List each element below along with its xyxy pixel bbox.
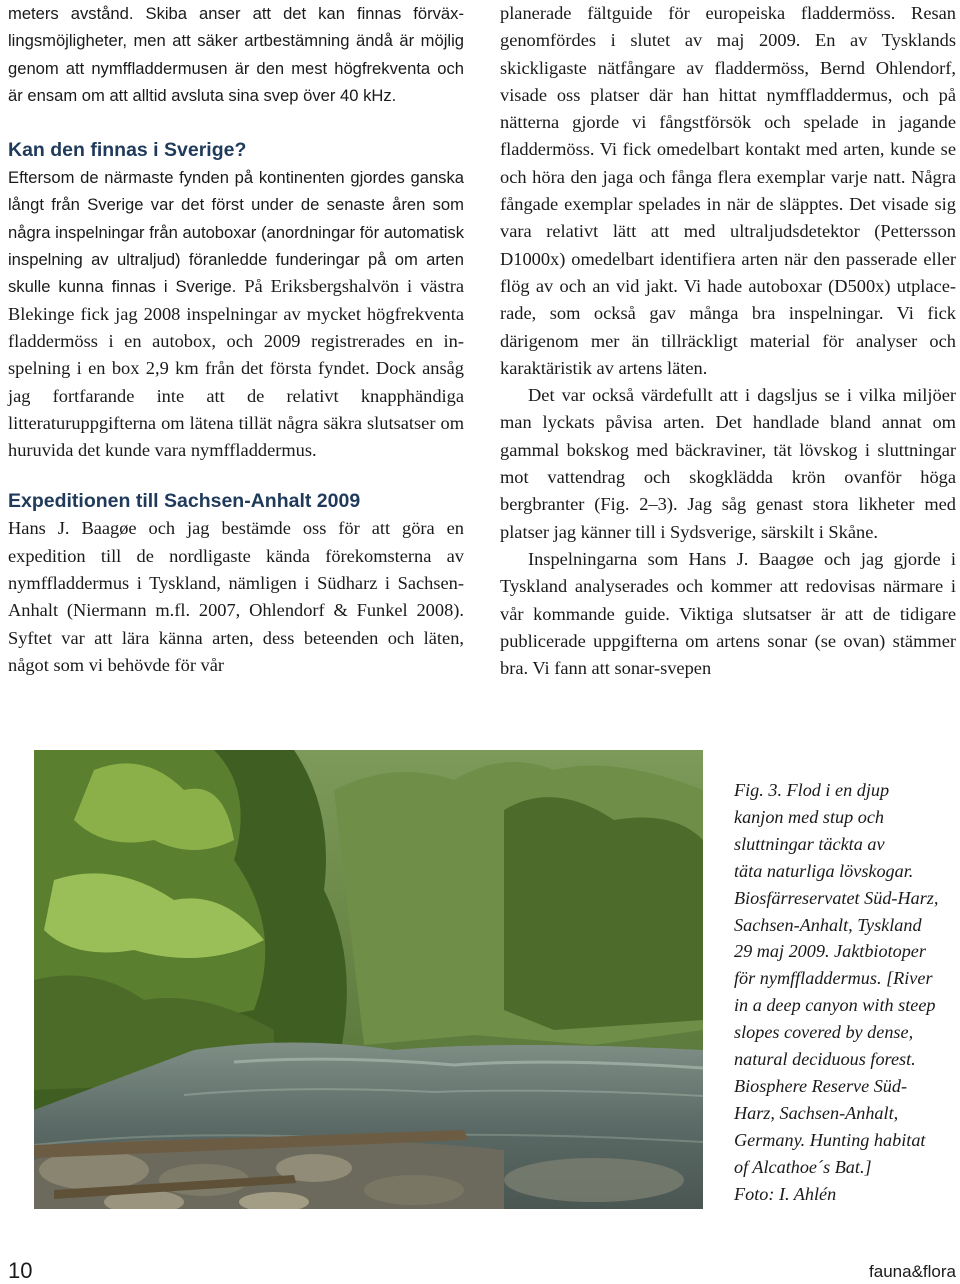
caption-line: 29 maj 2009. Jaktbiotoper [734,941,926,962]
caption-line: Biosphere Reserve Süd- [734,1075,908,1096]
caption-line: Biosfärreservatet Süd-Harz, [734,887,939,908]
caption-line: för nymffladdermus. [River [734,968,933,989]
caption-line: kanjon med stup och [734,806,885,827]
journal-name: fauna&flora [869,1262,956,1281]
caption-line: sluttningar täckta av [734,833,885,854]
caption-line: slopes covered by dense, [734,1022,914,1043]
page-number: 10 [8,1258,33,1283]
caption-line: Sachsen-Anhalt, Tyskland [734,914,922,935]
left-column [8,0,464,679]
sverige-text-sans: Eftersom de närmaste fynden på kontinenten gjordes ganska långt från Sverige var det först under de senaste åren som några inspelningar från autoboxar (anordningar för automatisk inspelning av ultraljud) föranledde funderingar på om arten skulle kunna finnas i Sverige. [8,168,464,297]
caption-line: täta naturliga lövskogar. [734,860,914,881]
right-paragraph-1: planerade fältguide för europeiska fladdermöss. Resan genomfördes i slutet av maj 2009. En av Tysklands skickligaste nätfångare av fladdermöss, Bernd Ohlendorf, visade oss platser där han hittat nymffladdermus, och på nätterna gjorde vi fångstförsök och spelade in jagande fladdermöss. Vi fick omedelbart kontakt med arten, kunde se och höra den jaga och fånga flera exemplar varje natt. Några fångade exemplar spelades in när de släpptes. Det visade sig vara relativt lätt att med ultraljudsdetektor (Pettersson D1000x) omedelbart identifiera arten när den passerade eller flög av och an vid jakt. Vi hade autoboxar (D500x) utplacerade, som också gav många bra inspelningar. Vi fick därigenom mer än tillräckligt material för analyser och karaktäristik av artens läten. [500,3,956,378]
sverige-text-serif: På Eriksbergshalvön i västra Blekinge fick jag 2008 inspelningar av mycket högfrekventa fladdermöss i en autobox, och 2009 registrerades en inspelning i en box 2,9 km från det första fyndet. Dock ansåg jag fortfarande inte att de relativt knapphändiga litteraturuppgifterna om lätena tillät några säkra slutsatser om huruvida det kunde vara nymffladdermus. [8,276,464,461]
right-column [500,0,956,682]
intro-paragraph: meters avstånd. Skiba anser att det kan finnas förväxlingsmöjligheter, men att säker artbestämning ändå är möjlig genom att nymffladdermusen är den mest högfrekventa och är ensam om att alltid avsluta sina svep över 40 kHz. [8,4,464,105]
figure-caption [734,777,954,1208]
expedition-paragraph: Hans J. Baagøe och jag bestämde oss för att göra en expedition till de nordligaste kända förekomsterna av nymffladdermus i Tyskland, nämligen i Südharz i Sachsen-Anhalt (Niermann m.fl. 2007, Ohlendorf & Funkel 2008). Syftet var att lära känna arten, dess beteenden och läten, något som vi behövde för vår [8,518,464,675]
caption-line: in a deep canyon with steep [734,995,936,1016]
right-paragraph-3: Inspelningarna som Hans J. Baagøe och jag gjorde i Tyskland analyserades och kommer att redovisas närmare i vår kommande guide. Viktiga slutsatser är att de tidigare publicerade uppgifterna om artens sonar (se ovan) stämmer bra. Vi fann att sonar-svepen [500,548,956,679]
right-paragraph-2: Det var också värdefullt att i dagsljus se i vilka miljöer man lyckats påvisa arten. Det handlade bland annat om gammal bokskog med bäckraviner, tät lövskog i sluttningar mot vattendrag och skogklädda krön ovanför höga bergbranter (Fig. 2–3). Jag såg genast stora likheter med platser jag känner till i Sydsverige, särskilt i Skåne. [500,385,956,542]
caption-line: natural deciduous forest. [734,1049,916,1070]
caption-line: Germany. Hunting habitat [734,1129,926,1150]
caption-line: Fig. 3. Flod i en djup [734,780,890,800]
caption-line: Foto: I. Ahlén [734,1183,837,1204]
caption-line: Harz, Sachsen-Anhalt, [734,1102,899,1123]
heading-kan-den-finnas: Kan den finnas i Sverige? [8,139,247,162]
heading-expedition: Expeditionen till Sachsen-Anhalt 2009 [8,490,361,513]
caption-line: of Alcathoe´s Bat.] [734,1156,872,1177]
sverige-paragraph [8,164,464,464]
river-canyon-photo [34,750,703,1209]
